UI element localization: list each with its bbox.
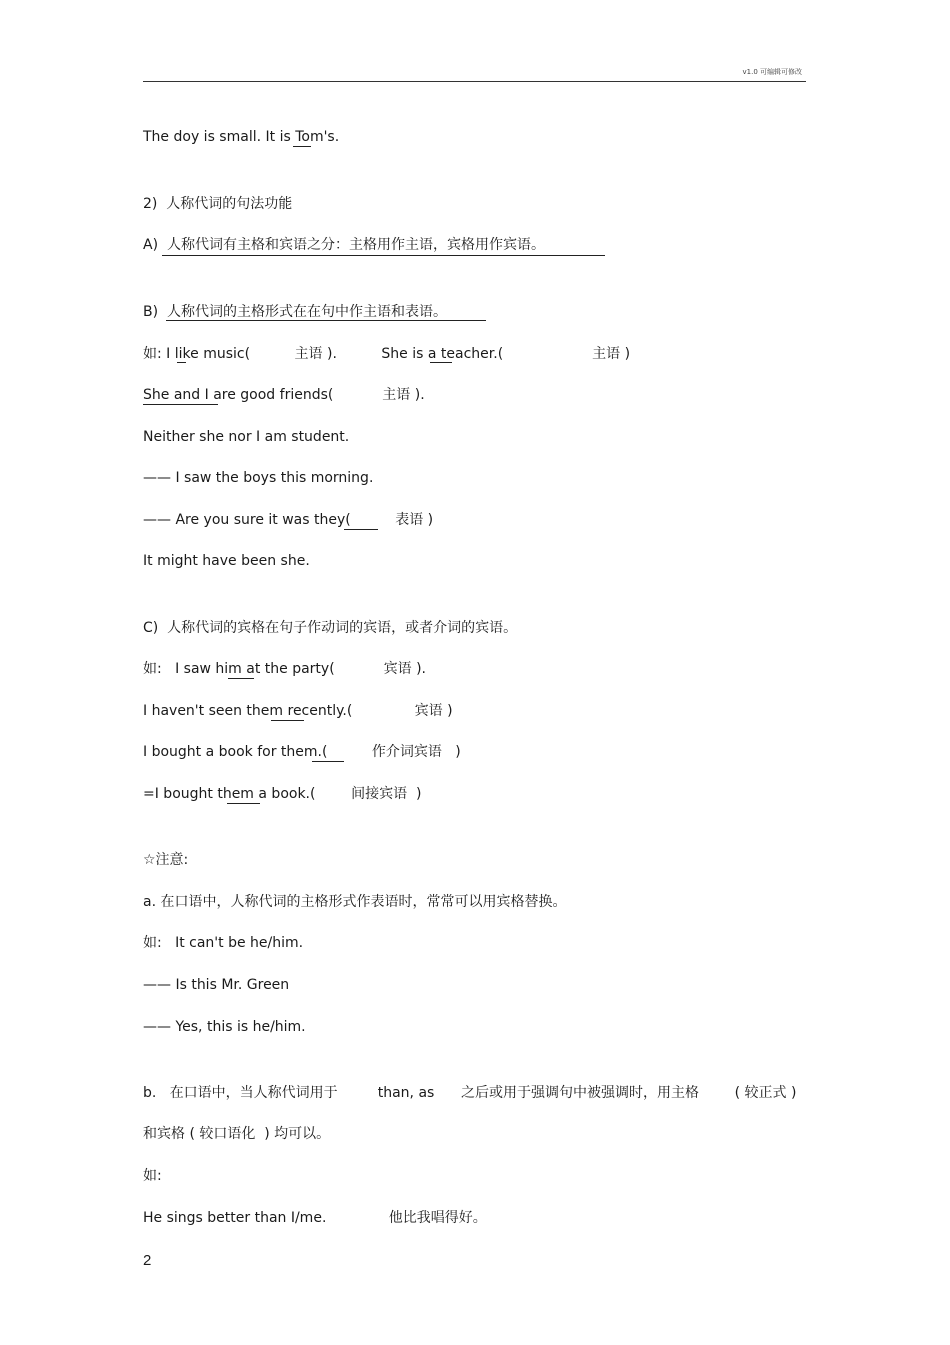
underline-mark [228, 678, 254, 679]
underline-mark [177, 362, 186, 363]
text-line: Neither she nor I am student. [143, 429, 350, 445]
underline-mark [293, 146, 311, 147]
text-line: 如: It can't be he/him. [143, 935, 304, 951]
section-heading: 2) 人称代词的句法功能 [143, 196, 293, 212]
text-line: 如: I saw him at the party( 宾语 ). [143, 661, 426, 677]
text-line: 如: I like music( 主语 ). She is a teacher.( 主语 ) [143, 346, 631, 362]
text-line: b. 在口语中，当人称代词用于 than, as 之后或用于强调句中被强调时，用主格 ( 较正式 ) [143, 1085, 797, 1101]
underline-mark [312, 761, 344, 762]
underline-mark [227, 803, 260, 804]
underline-mark [430, 362, 452, 363]
text-line: C) 人称代词的宾格在句子作动词的宾语，或者介词的宾语。 [143, 620, 518, 636]
text-line: I haven't seen them recently.( 宾语 ) [143, 703, 453, 719]
text-line: She and I are good friends( 主语 ). [143, 387, 425, 403]
text-line: 和宾格 ( 较口语化 ) 均可以。 [143, 1126, 331, 1142]
text-line: I bought a book for them.( 作介词宾语 ) [143, 744, 461, 760]
text-line: B) 人称代词的主格形式在在句中作主语和表语。 [143, 304, 447, 320]
text-line: —— Is this Mr. Green [143, 977, 290, 993]
underline-mark [344, 529, 378, 530]
text-line: A) 人称代词有主格和宾语之分：主格用作主语，宾格用作宾语。 [143, 237, 545, 253]
underline-mark [162, 255, 605, 256]
text-line: The doy is small. It is Tom's. [143, 129, 340, 145]
underline-mark [166, 320, 486, 321]
version-label: v1.0 可编辑可修改 [742, 68, 802, 76]
underline-mark [271, 720, 304, 721]
text-line: =I bought them a book.( 间接宾语 ) [143, 786, 422, 802]
text-line: 如: [143, 1168, 162, 1184]
note-heading: ☆注意: [143, 852, 189, 868]
text-line: —— Yes, this is he/him. [143, 1019, 306, 1035]
page-header [143, 64, 806, 82]
text-line: —— I saw the boys this morning. [143, 470, 374, 486]
text-line: It might have been she. [143, 553, 310, 569]
underline-mark [143, 404, 218, 405]
text-line: He sings better than I/me. 他比我唱得好。 [143, 1210, 487, 1226]
page-number: 2 [143, 1252, 152, 1269]
text-line: a. 在口语中，人称代词的主格形式作表语时，常常可以用宾格替换。 [143, 894, 567, 910]
text-line: —— Are you sure it was they( 表语 ) [143, 512, 434, 528]
